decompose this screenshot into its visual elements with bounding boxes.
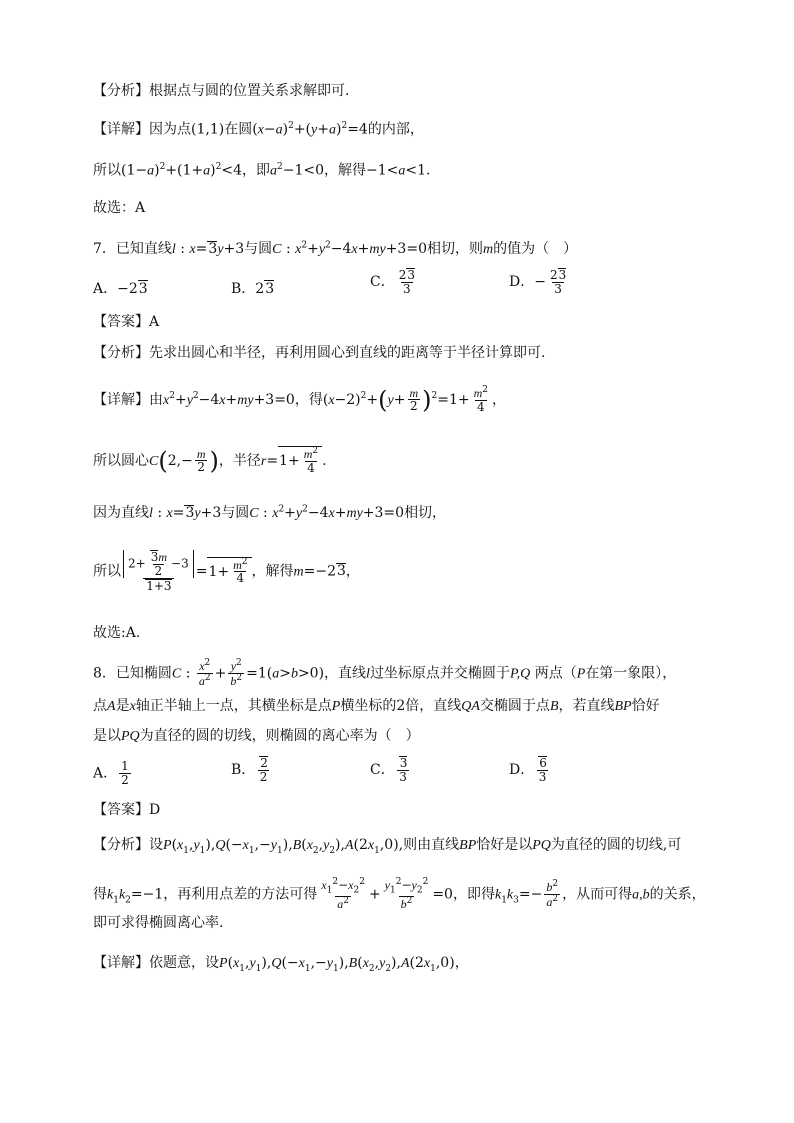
analysis-7: 【分析】先求出圆心和半径，再利用圆心到直线的距离等于半径计算即可. [93, 345, 546, 361]
analysis-8-line-3: 即可求得椭圆离心率. [93, 915, 224, 931]
analysis-8-line-2: 得$k_1k_2=-1$，再利用点差的方法可得 $\frac{x_1^2-x_2^2}{a^2}$ + $\frac{y_1^2-y_2^2}{b^2}$ =0，即得$k_1k_3=-$ $\frac{b^2}{a^2}$ ，从而可得a,b的关系， [93, 877, 706, 911]
question-7: 7．已知直线l : x=3y+3与圆C : $x^2+y^2-4x+my+3=0$相切，则m的值为（ ） [93, 240, 578, 257]
detail-7-line-1: 【详解】由$x^2+y^2-4x+my+3=0$，得$(x-2)^2+(y+$ $\frac{m}{2}$ )$^2$=1+ $\frac{m^2}{4}$ ， [93, 385, 506, 414]
analysis-8-line-1: 【分析】设$P(x_1,y_1),Q(-x_1,-y_1),B(x_2,y_2),A(2x_1,0)$,则由直线BP恰好是以PQ为直径的圆的切线,可 [93, 837, 682, 856]
detail-8-line-1: 【详解】依题意，设$P(x_1,y_1),Q(-x_1,-y_1),B(x_2,y_2),A(2x_1,0)$， [93, 955, 469, 974]
detail-7-line-3: 因为直线l : x=3y+3与圆C : $x^2+y^2-4x+my+3=0$相切， [93, 504, 447, 521]
option-a: A． $\frac{1}{2}$ [93, 759, 129, 787]
option-a: A．−23 [93, 281, 148, 297]
option-b: B．23 [231, 281, 275, 297]
choice-line-7: 故选:A. [93, 625, 141, 641]
option-d: D． $\frac{6}{3}$ [509, 756, 547, 784]
detail-7-line-2: 所以圆心C(2,− $\frac{m}{2}$ )，半径r=1+ $\frac{m^2}{4}$ . [93, 446, 327, 475]
detail-line-1: 【详解】因为点(1,1)在圆$(x-a)^2+(y+a)^2=4$的内部， [93, 121, 424, 138]
question-8-line-1: 8．已知椭圆C : $\frac{x^2}{a^2}$ + $\frac{y^2}{b^2}$ =1(a>b>0)，直线l过坐标原点并交椭圆于P,Q 两点（P在第一象限）， [93, 658, 677, 688]
option-c: C． $\frac{3}{3}$ [370, 756, 408, 784]
choice-line-1: 故选：A [93, 200, 146, 216]
analysis-line-1: 【分析】根据点与圆的位置关系求解即可. [93, 83, 350, 99]
detail-7-line-4: 所以 2+ $\frac{3m}{2}$ −3 1+3 =1+ $\frac{m^2}{4}$ ，解得m=−23， [93, 550, 360, 593]
detail-line-2: 所以$(1-a)^2+(1+a)^2<4$，即$a^2-1<0$，解得−1<a<1. [93, 162, 431, 179]
option-b: B． $\frac{2}{2}$ [231, 756, 268, 784]
option-c: C． $\frac{23}{3}$ [370, 268, 415, 296]
answer-7: 【答案】A [93, 314, 160, 330]
text-visual: 【详解】因为点 [93, 121, 191, 138]
answer-8: 【答案】D [93, 802, 161, 818]
question-8-line-2: 点A是x轴正半轴上一点，其横坐标是点P横坐标的2倍，直线QA交椭圆于点B，若直线BP恰好 [93, 698, 660, 714]
option-d: D．− $\frac{23}{3}$ [509, 268, 567, 296]
question-8-line-3: 是以PQ为直径的圆的切线，则椭圆的离心率为（ ） [93, 728, 420, 744]
